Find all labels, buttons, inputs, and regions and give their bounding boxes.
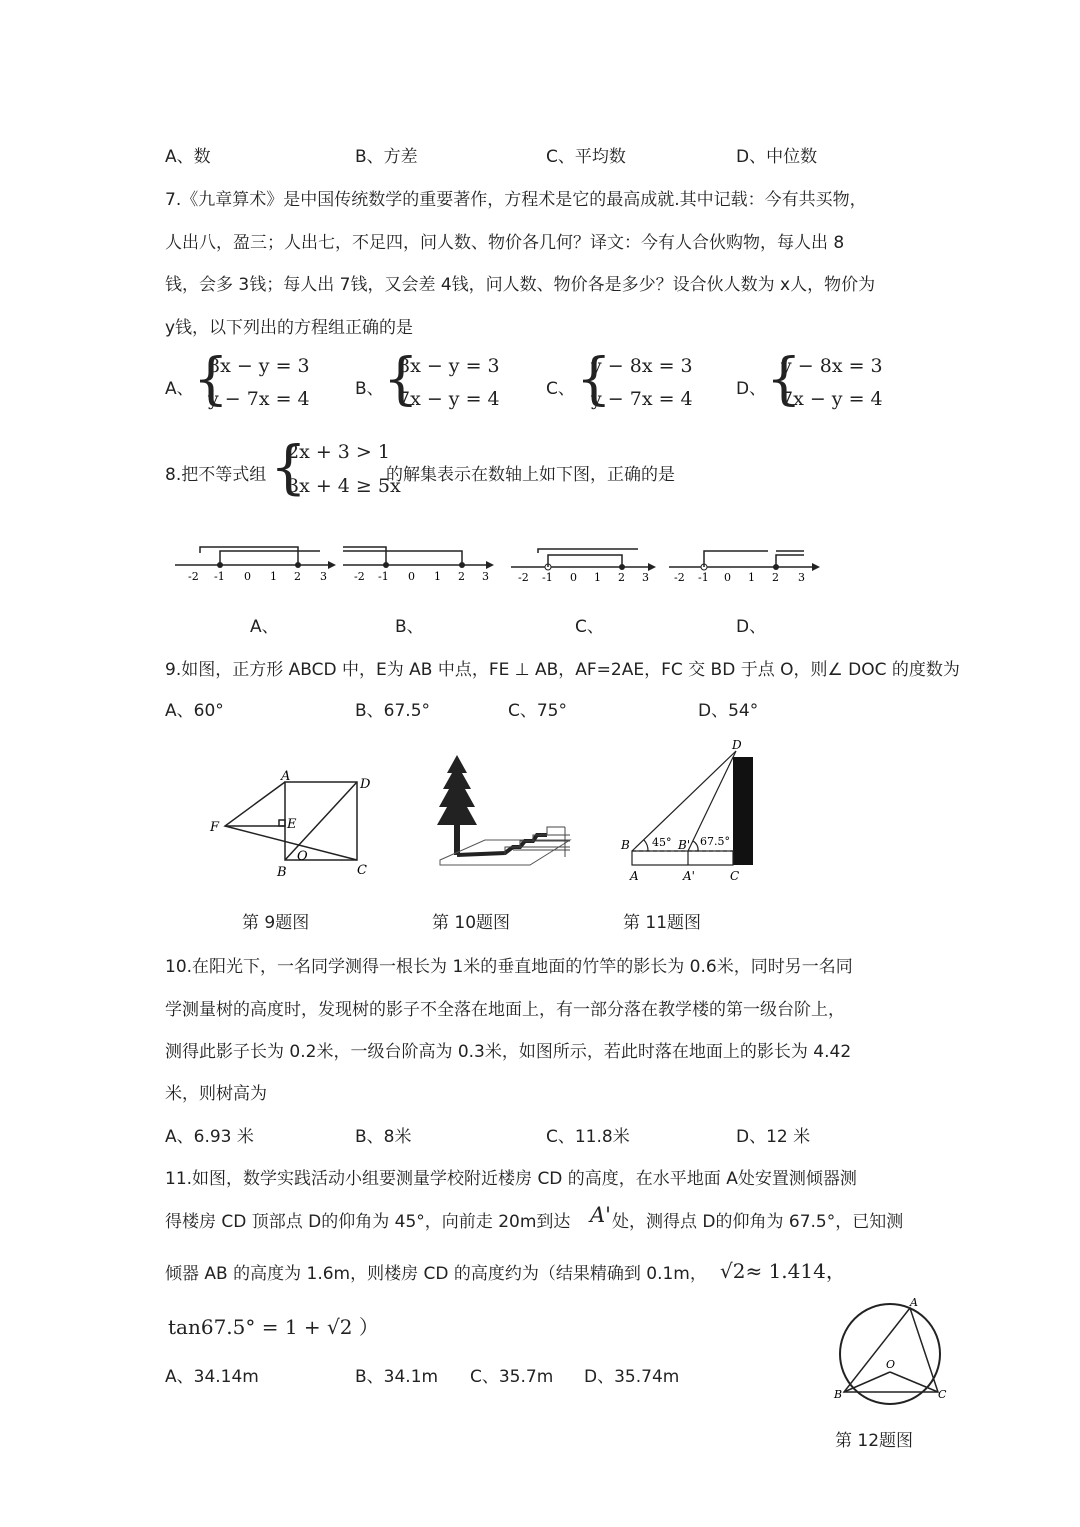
q8-option-d: D、 — [736, 617, 767, 637]
q7-option-d-label: D、 — [736, 379, 767, 399]
q8-option-c: C、 — [575, 617, 604, 637]
tick-label: -1 — [378, 570, 389, 583]
q6-option-d: D、中位数 — [736, 147, 818, 167]
tick-label: 0 — [244, 570, 251, 583]
label-d: D — [360, 777, 371, 792]
number-lines-figure — [170, 535, 830, 585]
q8-option-b: B、 — [395, 617, 424, 637]
q10-option-a: A、6.93 米 — [165, 1127, 254, 1147]
number-line-a — [175, 547, 336, 583]
q9-option-d: D、54° — [698, 701, 759, 721]
q8-eq2: 3x + 4 ≥ 5x — [287, 475, 401, 497]
q7-option-a-label: A、 — [165, 379, 194, 399]
figure-9-square — [205, 770, 385, 880]
fig9-caption: 第 9题图 — [242, 913, 310, 933]
tick-label: -1 — [214, 570, 225, 583]
label-45: 45° — [652, 836, 672, 849]
q10-line-2: 学测量树的高度时，发现树的影子不全落在地面上，有一部分落在教学楼的第一级台阶上， — [165, 1000, 845, 1020]
tick-label: 3 — [320, 570, 327, 583]
q8-eq1: 2x + 3 > 1 — [287, 441, 390, 463]
brace-q8: { — [270, 433, 307, 501]
figure-12-circle — [832, 1292, 952, 1407]
q10-option-c: C、11.8米 — [546, 1127, 630, 1147]
q10-option-b: B、8米 — [355, 1127, 412, 1147]
label-c: C — [357, 863, 367, 878]
tick-label: 2 — [294, 570, 301, 583]
q6-option-c: C、平均数 — [546, 147, 626, 167]
tick-label: 0 — [570, 571, 577, 584]
q8-option-a: A、 — [250, 617, 279, 637]
q7-line-3: 钱，会多 3钱；每人出 7钱，又会差 4钱，问人数、物价各是多少？设合伙人数为 x人，物价为 — [165, 275, 876, 295]
tick-label: 2 — [618, 571, 625, 584]
q7-option-d-eq2: 7x − y = 4 — [781, 388, 883, 410]
tick-label: -2 — [188, 570, 199, 583]
label-o: O — [297, 849, 308, 864]
q8-suffix: 的解集表示在数轴上如下图，正确的是 — [386, 465, 675, 485]
q7-option-a-eq2: y − 7x = 4 — [208, 388, 310, 410]
q11-line-2a: 得楼房 CD 顶部点 D的仰角为 45°，向前走 20m到达 — [165, 1212, 571, 1232]
label-f: F — [210, 820, 220, 835]
q11-option-b: B、34.1m — [355, 1367, 439, 1387]
label-b: B — [621, 838, 630, 852]
label-67-5: 67.5° — [700, 835, 730, 848]
tick-label: -2 — [518, 571, 529, 584]
label-a-prime: A' — [683, 869, 695, 883]
label-e: E — [287, 817, 297, 832]
brace-b: { — [383, 347, 419, 412]
brace-c: { — [576, 347, 612, 412]
tick-label: -1 — [698, 571, 709, 584]
label-d: D — [732, 738, 742, 752]
tick-label: 1 — [594, 571, 601, 584]
label-c: C — [730, 869, 740, 883]
q7-option-c-eq1: y − 8x = 3 — [591, 355, 693, 377]
q10-line-1: 10.在阳光下，一名同学测得一根长为 1米的垂直地面的竹竿的影长为 0.6米，同时另一名同 — [165, 957, 853, 977]
q9-text: 9.如图，正方形 ABCD 中，E为 AB 中点，FE ⊥ AB，AF=2AE，FC 交 BD 于点 O，则∠ DOC 的度数为 — [165, 660, 960, 680]
tick-label: -1 — [542, 571, 553, 584]
label-b: B — [834, 1388, 843, 1401]
tick-label: 0 — [408, 570, 415, 583]
q10-line-4: 米，则树高为 — [165, 1084, 267, 1104]
figure-11-building — [618, 735, 768, 885]
label-a: A — [281, 770, 291, 784]
label-o: O — [886, 1358, 896, 1371]
q11-line-3b: √2≈ 1.414， — [720, 1259, 846, 1283]
q10-line-3: 测得此影子长为 0.2米，一级台阶高为 0.3米，如图所示，若此时落在地面上的影长为 4.42 — [165, 1042, 852, 1062]
q7-option-b-label: B、 — [355, 379, 384, 399]
q10-option-d: D、12 米 — [736, 1127, 811, 1147]
q7-line-4: y钱，以下列出的方程组正确的是 — [165, 318, 414, 338]
q11-option-c: C、35.7m — [470, 1367, 554, 1387]
q11-line-3a: 倾器 AB 的高度为 1.6m，则楼房 CD 的高度约为（结果精确到 0.1m， — [165, 1264, 707, 1284]
label-c: C — [938, 1388, 947, 1401]
tick-label: 1 — [748, 571, 755, 584]
tick-label: 3 — [642, 571, 649, 584]
q9-option-c: C、75° — [508, 701, 568, 721]
q7-option-c-eq2: y − 7x = 4 — [591, 388, 693, 410]
number-line-b — [343, 547, 494, 583]
q9-option-b: B、67.5° — [355, 701, 431, 721]
figure-10-tree — [435, 755, 580, 870]
tick-label: 1 — [270, 570, 277, 583]
tick-label: 2 — [458, 570, 465, 583]
fig10-caption: 第 10题图 — [432, 913, 511, 933]
brace-d: { — [766, 347, 802, 412]
q11-line-2c: 处，测得点 D的仰角为 67.5°，已知测 — [612, 1212, 904, 1232]
tick-label: 3 — [798, 571, 805, 584]
q11-line-4: tan67.5° = 1 + √2 ） — [168, 1315, 379, 1339]
q7-line-1: 7.《九章算术》是中国传统数学的重要著作，方程术是它的最高成就.其中记载：今有共买物， — [165, 190, 867, 210]
q11-option-a: A、34.14m — [165, 1367, 259, 1387]
q11-line-1: 11.如图，数学实践活动小组要测量学校附近楼房 CD 的高度，在水平地面 A处安置测倾器测 — [165, 1169, 857, 1189]
q7-option-b-eq2: 7x − y = 4 — [398, 388, 500, 410]
q7-line-2: 人出八，盈三；人出七，不足四，问人数、物价各几何？译文：今有人合伙购物，每人出 8 — [165, 233, 845, 253]
number-line-c — [511, 549, 656, 584]
tick-label: 1 — [434, 570, 441, 583]
tick-label: 3 — [482, 570, 489, 583]
q11-line-2b: A' — [590, 1203, 611, 1227]
q6-option-a: A、数 — [165, 147, 211, 167]
label-a: A — [910, 1296, 918, 1309]
label-b: B — [277, 865, 287, 880]
tick-label: 2 — [772, 571, 779, 584]
q8-prefix: 8.把不等式组 — [165, 465, 267, 485]
number-line-d — [669, 551, 820, 584]
tick-label: -2 — [354, 570, 365, 583]
tick-label: -2 — [674, 571, 685, 584]
label-a: A — [630, 869, 639, 883]
q7-option-c-label: C、 — [546, 379, 575, 399]
fig12-caption: 第 12题图 — [835, 1431, 914, 1451]
brace-a: { — [193, 347, 229, 412]
q11-option-d: D、35.74m — [584, 1367, 680, 1387]
q7-option-a-eq1: 8x − y = 3 — [208, 355, 310, 377]
label-b-prime: B' — [678, 838, 691, 852]
q7-option-b-eq1: 8x − y = 3 — [398, 355, 500, 377]
q9-option-a: A、60° — [165, 701, 224, 721]
q7-option-d-eq1: y − 8x = 3 — [781, 355, 883, 377]
q6-option-b: B、方差 — [355, 147, 418, 167]
fig11-caption: 第 11题图 — [623, 913, 702, 933]
tick-label: 0 — [724, 571, 731, 584]
